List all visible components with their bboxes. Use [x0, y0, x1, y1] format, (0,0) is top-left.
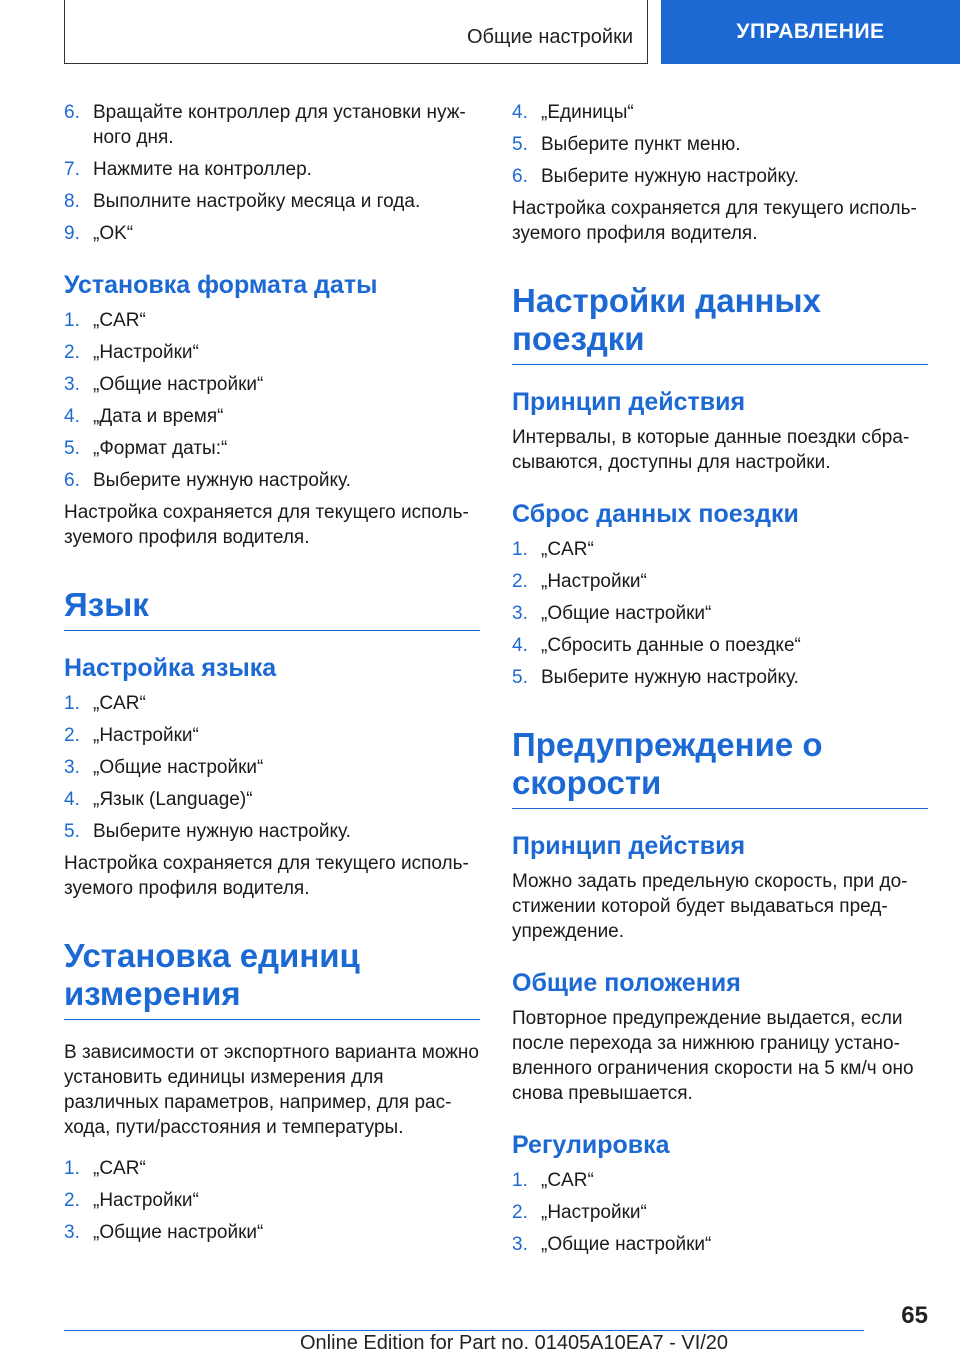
list-item: 1. „CAR“: [64, 1158, 146, 1179]
general-text: Повторное предупреждение выдается, если после перехода за нижнюю границу устано-вленного ограничения скорости на 5 км/ч оно снова превышается.: [512, 1008, 914, 1104]
list-item: 6. Выберите нужную настройку.: [64, 470, 351, 491]
list-item: 3. „Общие настройки“: [64, 757, 264, 778]
section-title-speed-warning: Предупреждение о скорости: [512, 726, 928, 809]
section-title-language: Язык: [64, 586, 480, 631]
list-item: 3. „Общие настройки“: [512, 1234, 712, 1255]
list-item: 2. „Настройки“: [512, 1202, 647, 1223]
section-title-trip-data: Настройки данных поездки: [512, 282, 928, 365]
list-item: 7. Нажмите на контроллер.: [64, 159, 312, 180]
heading-adjustment: Регулировка: [512, 1131, 670, 1159]
list-item: 4. „Язык (Language)“: [64, 789, 253, 810]
list-item: 6. Выберите нужную настройку.: [512, 166, 799, 187]
list-item: 4. „Единицы“: [512, 102, 634, 123]
list-item: 2. „Настройки“: [512, 571, 647, 592]
list-item: 4. „Сбросить данные о поездке“: [512, 635, 801, 656]
list-item: 5. Выберите нужную настройку.: [64, 821, 351, 842]
principle-text: Интервалы, в которые данные поездки сбра-сываются, доступны для настройки.: [512, 427, 910, 473]
list-item: 1. „CAR“: [64, 310, 146, 331]
list-item: 5. „Формат даты:“: [64, 438, 228, 459]
list-item: 2. „Настройки“: [64, 342, 199, 363]
heading-language-setting: Настройка языка: [64, 654, 277, 682]
heading-principle: Принцип действия: [512, 832, 746, 860]
left-column: [64, 100, 480, 1252]
page-number: 65: [901, 1302, 928, 1329]
principle-text: Можно задать предельную скорость, при до-стижении которой будет выдаваться пред-упреждение.: [512, 871, 908, 942]
footer-edition: Online Edition for Part no. 01405A10EA7 - VI/20: [300, 1332, 729, 1354]
list-item: 1. „CAR“: [512, 539, 594, 560]
section-title-units: Установка единиц измерения: [64, 937, 480, 1020]
list-item: 1. „CAR“: [64, 693, 146, 714]
heading-general: Общие положения: [512, 969, 741, 997]
footer-divider: [64, 1330, 864, 1331]
note-text: Настройка сохраняется для текущего исполь-зуемого профиля водителя.: [64, 853, 469, 899]
header-section-box: [64, 0, 648, 64]
units-intro: В зависимости от экспортного варианта можно установить единицы измерения для различных параметров, например, для рас-хода, пути/расстояния и температуры.: [64, 1042, 479, 1138]
list-item: 6. Вращайте контроллер для установки нуж-ного дня.: [64, 102, 466, 148]
list-item: 3. „Общие настройки“: [64, 1222, 264, 1243]
list-item: 2. „Настройки“: [64, 725, 199, 746]
list-item: 8. Выполните настройку месяца и года.: [64, 191, 421, 212]
list-item: 2. „Настройки“: [64, 1190, 199, 1211]
list-item: 5. Выберите пункт меню.: [512, 134, 741, 155]
note-text: Настройка сохраняется для текущего исполь-зуемого профиля водителя.: [64, 502, 469, 548]
right-column: [512, 100, 928, 1264]
list-item: 4. „Дата и время“: [64, 406, 224, 427]
heading-principle: Принцип действия: [512, 388, 746, 416]
list-item: 9. „OK“: [64, 223, 134, 244]
header-section-title: Общие настройки: [467, 26, 633, 48]
list-item: 3. „Общие настройки“: [512, 603, 712, 624]
heading-date-format: Установка формата даты: [64, 271, 378, 299]
list-item: 3. „Общие настройки“: [64, 374, 264, 395]
note-text: Настройка сохраняется для текущего исполь-зуемого профиля водителя.: [512, 198, 917, 244]
list-item: 5. Выберите нужную настройку.: [512, 667, 799, 688]
header-chapter-tab: УПРАВЛЕНИЕ: [661, 0, 960, 64]
list-item: 1. „CAR“: [512, 1170, 594, 1191]
heading-reset-trip-data: Сброс данных поездки: [512, 500, 799, 528]
